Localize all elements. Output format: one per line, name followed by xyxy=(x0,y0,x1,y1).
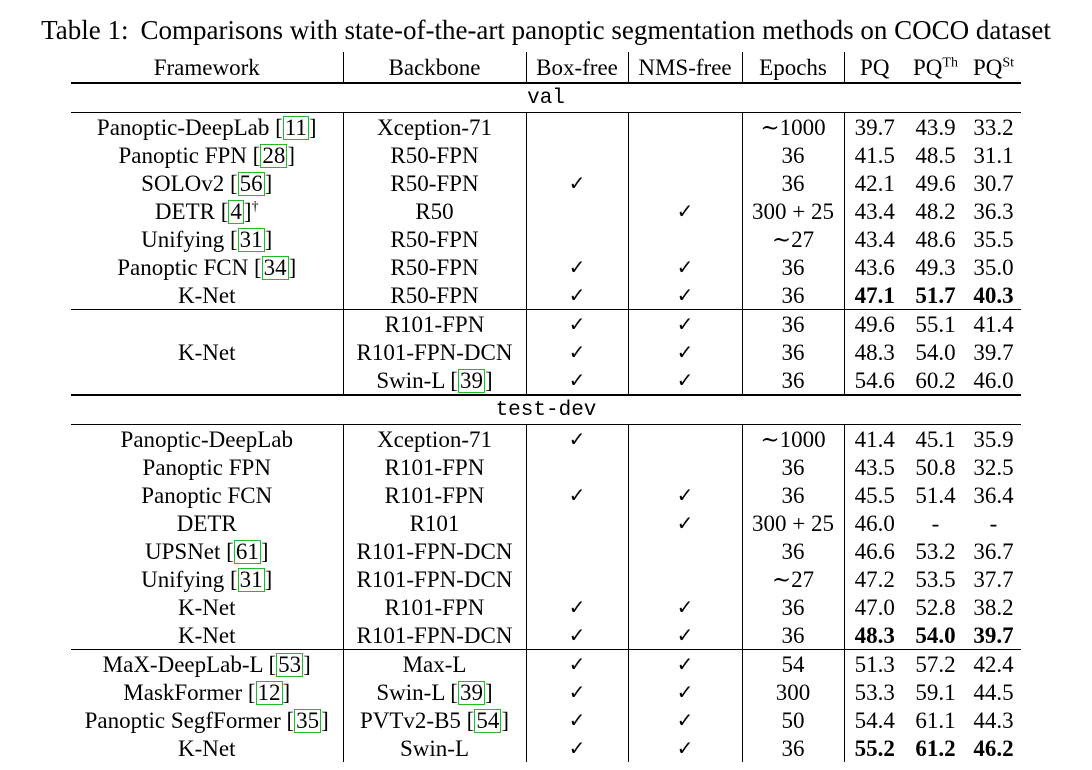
box-free-cell: ✓ xyxy=(526,650,628,679)
framework-cell xyxy=(71,425,343,454)
backbone-name: R101-FPN-DCN xyxy=(356,538,513,564)
box-free-cell xyxy=(526,141,628,169)
framework-citation: 12 xyxy=(257,679,281,705)
col-header-nms-free: NMS-free xyxy=(628,52,742,83)
pq-st-cell: 36.7 xyxy=(973,538,1014,564)
backbone-cell xyxy=(343,621,526,650)
table-row xyxy=(71,253,1021,281)
pq-th-cell: 55.1 xyxy=(905,310,966,339)
table-row xyxy=(71,734,1021,762)
backbone-name: R50 xyxy=(415,198,454,224)
table-row xyxy=(71,169,1021,197)
framework-cell: Panoptic FCN [34] xyxy=(117,254,297,280)
backbone-cell xyxy=(343,225,526,253)
epochs-cell: ∼1000 xyxy=(742,425,844,454)
backbone-name: Swin-L xyxy=(376,679,445,705)
framework-citation: 61 xyxy=(235,538,259,564)
framework-cell: Panoptic FPN [28] xyxy=(118,142,296,168)
box-free-cell: ✓ xyxy=(526,281,628,310)
framework-citation: 4 xyxy=(230,198,242,224)
pq-th-cell: 53.5 xyxy=(915,566,956,592)
pq-st-cell: 39.7 xyxy=(973,622,1014,648)
framework-cell: UPSNet [61] xyxy=(145,538,269,564)
pq-st-cell: - xyxy=(989,510,998,536)
pq-cell: 49.6 xyxy=(844,310,905,339)
framework-cell xyxy=(71,621,343,650)
pq-st-cell: 38.2 xyxy=(973,594,1014,620)
framework-name: UPSNet xyxy=(145,538,221,564)
nms-free-cell: ✓ xyxy=(628,481,742,509)
framework-cell xyxy=(71,593,343,621)
framework-name: DETR xyxy=(154,198,215,224)
pq-th-cell: 50.8 xyxy=(915,454,956,480)
table-row xyxy=(71,706,1021,734)
table-row xyxy=(71,197,1021,225)
framework-citation: 35 xyxy=(296,707,320,733)
pq-th-cell: 48.2 xyxy=(915,198,956,224)
nms-free-cell: ✓ xyxy=(628,678,742,706)
box-free-cell: ✓ xyxy=(526,169,628,197)
framework-name: Panoptic FPN xyxy=(142,454,271,480)
caption-text: Comparisons with state-of-the-art panoptic segmentation methods on COCO dataset xyxy=(140,15,1051,45)
framework-citation: 53 xyxy=(278,651,302,677)
backbone-cell: Swin-L [39] xyxy=(343,366,526,395)
epochs-cell: 36 xyxy=(742,453,844,481)
pq-th-cell: 48.6 xyxy=(915,226,956,252)
nms-free-cell: ✓ xyxy=(628,650,742,679)
epochs-cell: 36 xyxy=(742,593,844,621)
framework-name: Panoptic SegfFormer xyxy=(84,707,281,733)
epochs-cell: ∼27 xyxy=(742,225,844,253)
table-row xyxy=(71,650,1021,679)
pq-cell: 41.5 xyxy=(844,141,905,169)
nms-free-cell: ✓ xyxy=(628,593,742,621)
epochs-cell: 50 xyxy=(742,706,844,734)
backbone-cell xyxy=(343,197,526,225)
backbone-name: R101-FPN xyxy=(384,454,485,480)
box-free-cell: ✓ xyxy=(526,678,628,706)
col-header-epochs: Epochs xyxy=(742,52,844,83)
backbone-cell xyxy=(343,281,526,310)
box-free-cell: ✓ xyxy=(526,481,628,509)
pq-cell: 48.3 xyxy=(844,621,905,650)
nms-free-cell xyxy=(628,141,742,169)
framework-cell: Unifying [31] xyxy=(141,226,273,252)
epochs-cell: 36 xyxy=(742,734,844,762)
backbone-cell xyxy=(343,113,526,142)
epochs-cell: 36 xyxy=(742,169,844,197)
pq-th-cell: 59.1 xyxy=(915,679,956,705)
framework-cell: Unifying [31] xyxy=(141,566,273,592)
backbone-name: R101-FPN xyxy=(384,482,485,508)
table-label: Table 1: xyxy=(41,15,129,45)
nms-free-cell: ✓ xyxy=(628,621,742,650)
pq-st-cell: 37.7 xyxy=(973,566,1014,592)
pq-st-cell: 39.7 xyxy=(973,339,1014,365)
table-row xyxy=(71,281,1021,310)
pq-st-cell: 35.0 xyxy=(973,254,1014,280)
framework-name: Panoptic FCN xyxy=(117,254,249,280)
pq-st-cell: 46.2 xyxy=(973,735,1014,761)
backbone-cell xyxy=(343,509,526,537)
framework-name: Panoptic-DeepLab xyxy=(96,114,270,140)
nms-free-cell xyxy=(628,425,742,454)
pq-st-cell: 46.0 xyxy=(973,367,1014,393)
pq-th-cell: 48.5 xyxy=(915,142,956,168)
pq-st-cell: 36.3 xyxy=(973,198,1014,224)
framework-cell: Panoptic SegfFormer [35] xyxy=(84,707,329,733)
col-header-pq: PQ xyxy=(844,52,905,83)
backbone-name: R101 xyxy=(409,510,460,536)
box-free-cell xyxy=(526,453,628,481)
epochs-cell: ∼27 xyxy=(742,565,844,593)
backbone-name: Swin-L xyxy=(400,735,469,761)
backbone-name: R50-FPN xyxy=(390,254,479,280)
backbone-citation: 54 xyxy=(476,707,500,733)
pq-th-cell: 45.1 xyxy=(915,426,956,452)
nms-free-cell xyxy=(628,565,742,593)
pq-st-cell: 35.9 xyxy=(973,426,1014,452)
table-row xyxy=(71,537,1021,565)
pq-th-cell: 57.2 xyxy=(905,650,966,679)
box-free-cell: ✓ xyxy=(526,338,628,366)
framework-name: Panoptic-DeepLab xyxy=(120,426,293,452)
framework-name: Panoptic FCN xyxy=(141,482,273,508)
box-free-cell: ✓ xyxy=(526,310,628,339)
pq-st-cell: 41.4 xyxy=(966,310,1021,339)
framework-cell xyxy=(71,734,343,762)
epochs-cell: 36 xyxy=(742,141,844,169)
pq-th-cell: 43.9 xyxy=(915,114,956,140)
framework-citation: 34 xyxy=(263,254,287,280)
epochs-cell: 36 xyxy=(742,253,844,281)
pq-cell: 45.5 xyxy=(844,481,905,509)
section-label-test-dev: test-dev xyxy=(71,395,1021,425)
table-row xyxy=(71,509,1021,537)
table-row xyxy=(71,113,1021,142)
pq-st-cell: 30.7 xyxy=(973,170,1014,196)
test-dev-large-rows xyxy=(71,650,1021,763)
framework-cell xyxy=(71,509,343,537)
framework-name: K-Net xyxy=(178,735,236,761)
pq-cell: 53.3 xyxy=(844,678,905,706)
table-row xyxy=(71,678,1021,706)
nms-free-cell xyxy=(628,225,742,253)
pq-th-cell: 61.2 xyxy=(915,735,956,761)
pq-st-cell: 40.3 xyxy=(973,282,1014,308)
backbone-name: R101-FPN-DCN xyxy=(356,566,513,592)
framework-name: MaskFormer xyxy=(123,679,243,705)
val-knet-group xyxy=(71,310,1021,396)
epochs-cell: 300 + 25 xyxy=(742,509,844,537)
framework-cell: K-Net xyxy=(71,310,343,396)
section-row-val xyxy=(71,83,1021,113)
pq-st-cell: 35.5 xyxy=(973,226,1014,252)
framework-citation: 31 xyxy=(239,566,263,592)
framework-cell: Panoptic-DeepLab [11] xyxy=(96,114,317,140)
backbone-name: R50-FPN xyxy=(390,142,479,168)
framework-name: K-Net xyxy=(178,282,236,308)
nms-free-cell: ✓ xyxy=(628,281,742,310)
section-label-val: val xyxy=(71,83,1021,113)
backbone-cell xyxy=(343,650,526,679)
box-free-cell: ✓ xyxy=(526,366,628,395)
box-free-cell xyxy=(526,537,628,565)
framework-cell: MaskFormer [12] xyxy=(123,679,291,705)
section-row-test-dev xyxy=(71,395,1021,425)
pq-st-cell: 42.4 xyxy=(966,650,1021,679)
box-free-cell: ✓ xyxy=(526,593,628,621)
framework-cell: MaX-DeepLab-L [53] xyxy=(71,650,343,679)
framework-cell xyxy=(71,281,343,310)
box-free-cell: ✓ xyxy=(526,706,628,734)
backbone-name: R50-FPN xyxy=(390,170,479,196)
pq-th-cell: 53.2 xyxy=(915,538,956,564)
framework-name: MaX-DeepLab-L xyxy=(102,651,263,677)
backbone-cell xyxy=(343,537,526,565)
pq-th-cell: 61.1 xyxy=(915,707,956,733)
pq-th-cell: 54.0 xyxy=(915,622,956,648)
framework-cell xyxy=(71,453,343,481)
backbone-name: Xception-71 xyxy=(377,426,492,452)
col-header-box-free: Box-free xyxy=(526,52,628,83)
pq-cell: 43.5 xyxy=(844,453,905,481)
col-header-backbone: Backbone xyxy=(343,52,526,83)
pq-cell: 54.4 xyxy=(844,706,905,734)
framework-cell: SOLOv2 [56] xyxy=(141,170,273,196)
epochs-cell: 36 xyxy=(742,537,844,565)
pq-cell: 46.6 xyxy=(844,537,905,565)
framework-name: Unifying xyxy=(141,566,225,592)
backbone-name: R101-FPN xyxy=(384,594,485,620)
dagger-mark: † xyxy=(251,198,259,214)
epochs-cell: 300 + 25 xyxy=(742,197,844,225)
pq-cell: 43.4 xyxy=(844,225,905,253)
framework-citation: 31 xyxy=(239,226,263,252)
backbone-cell xyxy=(343,425,526,454)
box-free-cell xyxy=(526,225,628,253)
backbone-cell xyxy=(343,481,526,509)
val-rows xyxy=(71,113,1021,310)
pq-st-cell: 32.5 xyxy=(973,454,1014,480)
pq-th-cell: 51.4 xyxy=(915,482,956,508)
backbone-cell xyxy=(343,338,526,366)
pq-st-cell: 44.5 xyxy=(973,679,1014,705)
nms-free-cell: ✓ xyxy=(628,253,742,281)
framework-name: SOLOv2 xyxy=(141,170,225,196)
nms-free-cell: ✓ xyxy=(628,310,742,339)
nms-free-cell: ✓ xyxy=(628,338,742,366)
framework-name: DETR xyxy=(176,510,237,536)
nms-free-cell: ✓ xyxy=(628,706,742,734)
pq-th-cell: 49.3 xyxy=(915,254,956,280)
backbone-cell: Swin-L [39] xyxy=(343,678,526,706)
epochs-cell: 36 xyxy=(742,310,844,339)
pq-th-cell: - xyxy=(931,510,940,536)
table-caption xyxy=(0,10,1092,50)
backbone-cell xyxy=(343,169,526,197)
backbone-cell xyxy=(343,310,526,339)
table-row xyxy=(71,453,1021,481)
col-header-pq-th: $PQ^{Th}$ xyxy=(905,52,966,83)
nms-free-cell xyxy=(628,537,742,565)
table-row xyxy=(71,141,1021,169)
pq-th-cell: 51.7 xyxy=(915,282,956,308)
epochs-cell: 300 xyxy=(742,678,844,706)
pq-cell: 47.1 xyxy=(844,281,905,310)
epochs-cell: 36 xyxy=(742,338,844,366)
box-free-cell: ✓ xyxy=(526,425,628,454)
box-free-cell xyxy=(526,197,628,225)
backbone-cell xyxy=(343,593,526,621)
pq-cell: 39.7 xyxy=(844,113,905,142)
backbone-cell xyxy=(343,253,526,281)
framework-cell xyxy=(71,481,343,509)
pq-th-cell: 60.2 xyxy=(915,367,956,393)
pq-cell: 51.3 xyxy=(844,650,905,679)
test-dev-rows xyxy=(71,425,1021,650)
header-row xyxy=(71,52,1021,83)
framework-citation: 56 xyxy=(239,170,263,196)
backbone-name: Swin-L xyxy=(376,367,445,393)
framework-citation: 28 xyxy=(262,142,286,168)
table-row xyxy=(71,593,1021,621)
nms-free-cell: ✓ xyxy=(628,509,742,537)
table-row xyxy=(71,481,1021,509)
backbone-name: R101-FPN-DCN xyxy=(356,622,513,648)
framework-name: Panoptic FPN xyxy=(118,142,247,168)
nms-free-cell: ✓ xyxy=(628,734,742,762)
pq-cell: 43.6 xyxy=(844,253,905,281)
epochs-cell: 36 xyxy=(742,481,844,509)
framework-citation: 11 xyxy=(284,114,307,140)
backbone-name: R50-FPN xyxy=(390,226,479,252)
backbone-name: Max-L xyxy=(402,651,467,677)
backbone-cell xyxy=(343,453,526,481)
box-free-cell: ✓ xyxy=(526,253,628,281)
backbone-name: PVTv2-B5 xyxy=(359,707,461,733)
nms-free-cell: ✓ xyxy=(628,197,742,225)
backbone-cell xyxy=(343,565,526,593)
pq-cell: 47.2 xyxy=(844,565,905,593)
epochs-cell: 36 xyxy=(742,621,844,650)
pq-st-cell: 31.1 xyxy=(973,142,1014,168)
pq-st-cell: 33.2 xyxy=(973,114,1014,140)
backbone-citation: 39 xyxy=(459,367,483,393)
box-free-cell: ✓ xyxy=(526,621,628,650)
epochs-cell: 36 xyxy=(742,281,844,310)
backbone-cell: PVTv2-B5 [54] xyxy=(343,706,526,734)
table-row xyxy=(71,565,1021,593)
pq-cell: 47.0 xyxy=(844,593,905,621)
box-free-cell: ✓ xyxy=(526,734,628,762)
pq-th-cell: 52.8 xyxy=(915,594,956,620)
framework-cell: DETR [4]† xyxy=(154,198,259,224)
pq-cell: 43.4 xyxy=(844,197,905,225)
col-header-pq-st: $PQ^{St}$ xyxy=(966,52,1021,83)
backbone-name: R50-FPN xyxy=(390,282,479,308)
backbone-cell xyxy=(343,141,526,169)
box-free-cell xyxy=(526,509,628,537)
table-row xyxy=(71,225,1021,253)
pq-cell: 42.1 xyxy=(844,169,905,197)
pq-cell: 46.0 xyxy=(844,509,905,537)
box-free-cell xyxy=(526,565,628,593)
backbone-cell xyxy=(343,734,526,762)
backbone-citation: 39 xyxy=(459,679,483,705)
table-row xyxy=(71,425,1021,454)
comparison-table xyxy=(71,52,1021,762)
pq-cell: 48.3 xyxy=(844,338,905,366)
epochs-cell: 36 xyxy=(742,366,844,395)
pq-cell: 54.6 xyxy=(844,366,905,395)
nms-free-cell xyxy=(628,113,742,142)
pq-cell: 41.4 xyxy=(844,425,905,454)
framework-name: K-Net xyxy=(178,622,236,648)
table-row xyxy=(71,621,1021,650)
epochs-cell: ∼1000 xyxy=(742,113,844,142)
box-free-cell xyxy=(526,113,628,142)
backbone-name: Xception-71 xyxy=(377,114,492,140)
table-row xyxy=(71,310,1021,339)
framework-name: K-Net xyxy=(178,594,236,620)
nms-free-cell xyxy=(628,453,742,481)
framework-name: Unifying xyxy=(141,226,225,252)
col-header-framework: Framework xyxy=(71,52,343,83)
pq-st-cell: 36.4 xyxy=(973,482,1014,508)
pq-th-cell: 49.6 xyxy=(915,170,956,196)
backbone-name: R101-FPN-DCN xyxy=(356,339,513,365)
backbone-name: R101-FPN xyxy=(384,311,485,337)
epochs-cell: 54 xyxy=(742,650,844,679)
pq-cell: 55.2 xyxy=(844,734,905,762)
nms-free-cell: ✓ xyxy=(628,366,742,395)
pq-th-cell: 54.0 xyxy=(915,339,956,365)
pq-st-cell: 44.3 xyxy=(973,707,1014,733)
nms-free-cell xyxy=(628,169,742,197)
